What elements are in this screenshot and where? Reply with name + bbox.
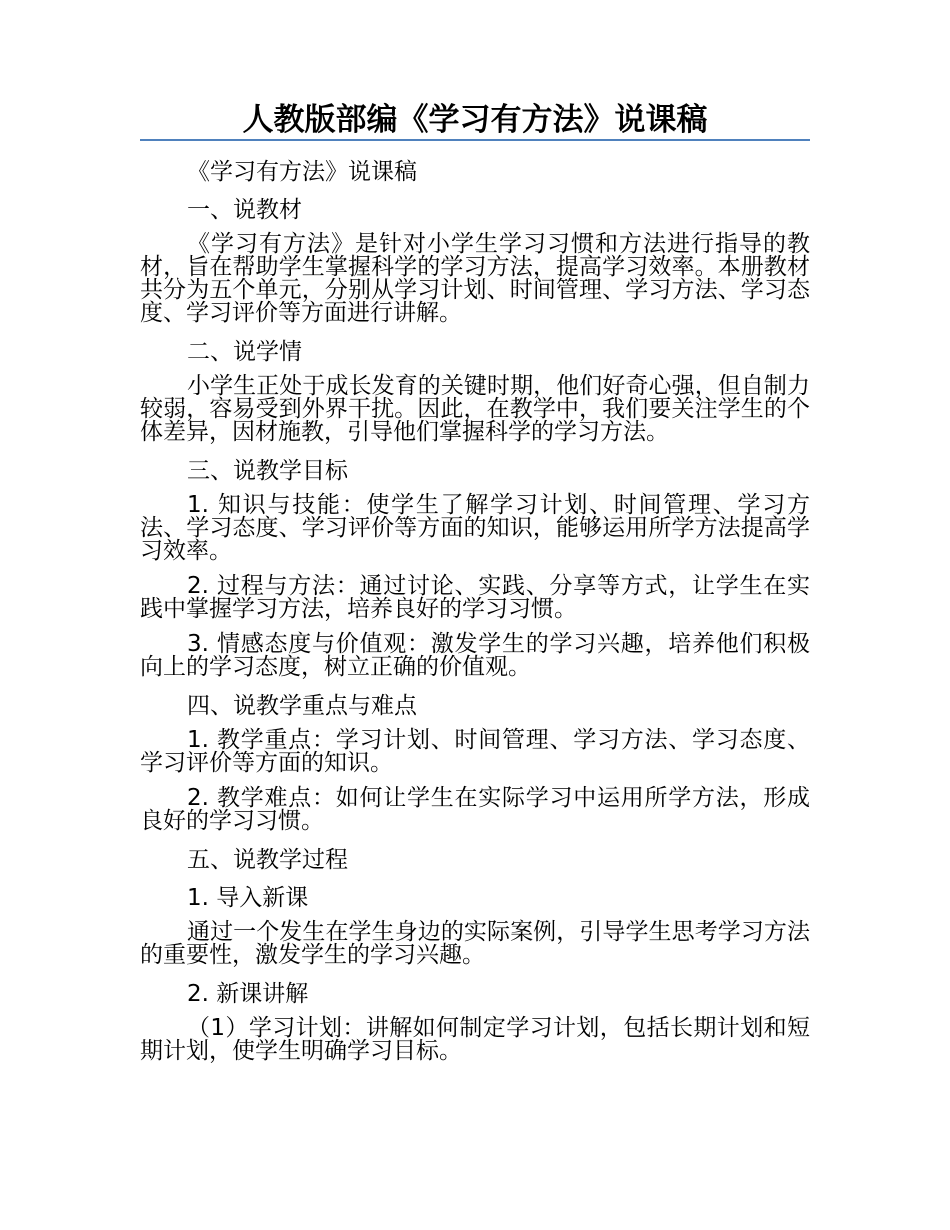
body-paragraph: 1. 知识与技能：使学生了解学习计划、时间管理、学习方法、学习态度、学习评价等方面的知识，能够运用所学方法提高学习效率。 bbox=[140, 492, 810, 564]
section-heading: 四、说教学重点与难点 bbox=[187, 693, 417, 719]
document-title: 人教版部编《学习有方法》说课稿 bbox=[242, 102, 708, 138]
body-paragraph: （1）学习计划：讲解如何制定学习计划，包括长期计划和短期计划，使学生明确学习目标。 bbox=[140, 1015, 810, 1064]
body-paragraph: 2. 教学难点：如何让学生在实际学习中运用所学方法，形成良好的学习习惯。 bbox=[140, 785, 810, 834]
document-body bbox=[140, 157, 810, 1075]
body-paragraph: 3. 情感态度与价值观：激发学生的学习兴趣，培养他们积极向上的学习态度，树立正确的价值观。 bbox=[140, 631, 810, 680]
body-paragraph: 《学习有方法》是针对小学生学习习惯和方法进行指导的教材，旨在帮助学生掌握科学的学习方法，提高学习效率。本册教材共分为五个单元，分别从学习计划、时间管理、学习方法、学习态度、学习评价等方面进行讲解。 bbox=[140, 231, 810, 326]
section-heading: 五、说教学过程 bbox=[187, 847, 348, 873]
subsection-heading: 1. 导入新课 bbox=[187, 885, 309, 911]
subsection-heading: 2. 新课讲解 bbox=[187, 981, 309, 1007]
section-heading: 一、说教材 bbox=[187, 197, 302, 223]
section-heading: 二、说学情 bbox=[187, 339, 302, 365]
body-paragraph: 2. 过程与方法：通过讨论、实践、分享等方式，让学生在实践中掌握学习方法，培养良好的学习习惯。 bbox=[140, 573, 810, 622]
body-paragraph: 通过一个发生在学生身边的实际案例，引导学生思考学习方法的重要性，激发学生的学习兴趣。 bbox=[140, 919, 810, 968]
body-paragraph: 1. 教学重点：学习计划、时间管理、学习方法、学习态度、学习评价等方面的知识。 bbox=[140, 727, 810, 776]
section-heading: 三、说教学目标 bbox=[187, 458, 348, 484]
title-underline bbox=[140, 139, 810, 141]
subtitle-line: 《学习有方法》说课稿 bbox=[187, 159, 417, 185]
body-paragraph: 小学生正处于成长发育的关键时期，他们好奇心强，但自制力较弱，容易受到外界干扰。因此，在教学中，我们要关注学生的个体差异，因材施教，引导他们掌握科学的学习方法。 bbox=[140, 373, 810, 445]
